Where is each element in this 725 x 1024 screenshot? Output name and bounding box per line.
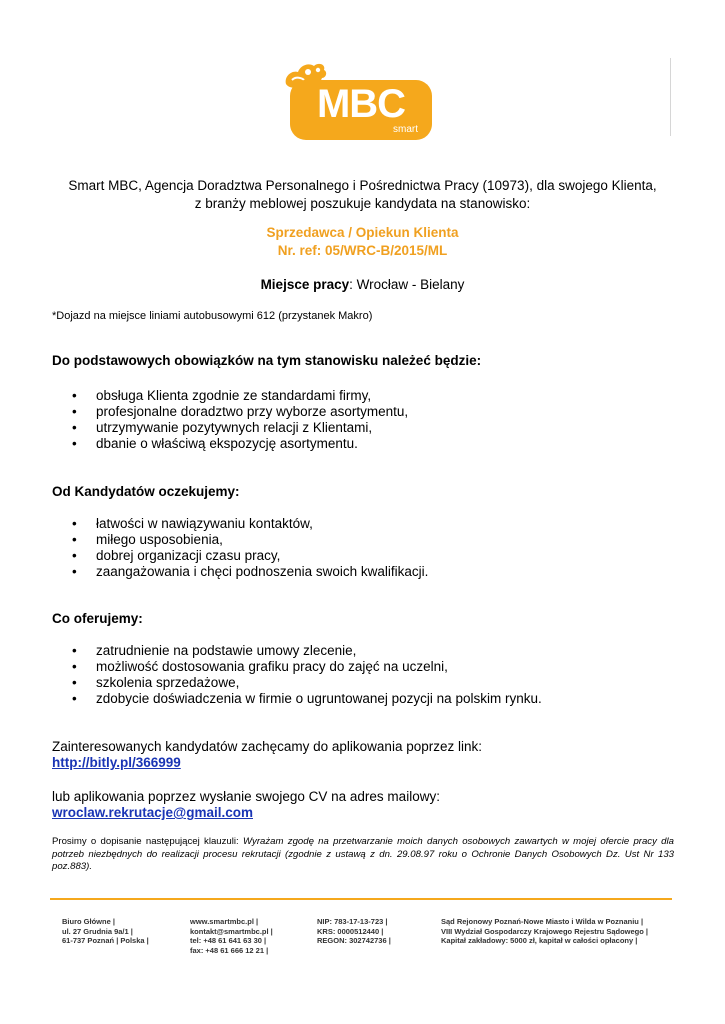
bullet-icon: • (72, 643, 77, 658)
commute-note: *Dojazd na miejsce liniami autobusowymi 612 (przystanek Makro) (52, 310, 373, 322)
expectations-list (72, 516, 428, 580)
apply-email-link[interactable]: wroclaw.rekrutacje@gmail.com (52, 805, 253, 820)
bullet-icon: • (72, 436, 77, 451)
list-item: • miłego usposobienia, (72, 532, 223, 547)
logo-main-text: MBC (316, 82, 406, 126)
bullet-icon: • (72, 516, 77, 531)
list-item: • możliwość dostosowania grafiku pracy do zajęć na uczelni, (72, 659, 448, 674)
offer-heading: Co oferujemy: (52, 611, 143, 626)
company-logo (278, 58, 436, 140)
bullet-icon: • (72, 675, 77, 690)
gdpr-clause (52, 836, 674, 874)
list-item: • obsługa Klienta zgodnie ze standardami firmy, (72, 388, 372, 403)
bullet-icon: • (72, 420, 77, 435)
intro-text (40, 177, 685, 213)
list-item: • zaangażowania i chęci podnoszenia swoich kwalifikacji. (72, 564, 429, 579)
clause-intro: Prosimy o dopisanie następującej klauzuli: (52, 836, 243, 847)
list-item: • dbanie o właściwą ekspozycję asortymentu. (72, 436, 358, 451)
bullet-icon: • (72, 564, 77, 579)
footer-address: Biuro Główne | ul. 27 Grudnia 9a/1 | 61-737 Poznań | Polska | (62, 917, 149, 945)
clause-text: Wyrażam zgodę na przetwarzanie moich danych osobowych zawartych w mojej ofercie pracy dla potrzeb niezbędnych do realizacji procesu rekrutacji (zgodnie z ustawą z dn. 29.08.97 roku o Ochronie Danych Osobowych Dz. Ust Nr 133 poz.883). (52, 836, 674, 872)
footer-registry: NIP: 783-17-13-723 | KRS: 0000512440 | REGON: 302742736 | (317, 917, 391, 945)
job-location (40, 276, 685, 294)
logo-badge (290, 80, 432, 140)
job-ref: Nr. ref: 05/WRC-B/2015/ML (277, 243, 448, 258)
location-label: Miejsce pracy (260, 277, 350, 292)
list-item: • zdobycie doświadczenia w firmie o ugruntowanej pozycji na polskim rynku. (72, 691, 542, 706)
list-item: • profesjonalne doradztwo przy wyborze asortymentu, (72, 404, 409, 419)
job-title-block (40, 224, 685, 260)
list-item: • dobrej organizacji czasu pracy, (72, 548, 281, 563)
apply-mail-block (52, 789, 440, 821)
apply-mail-text: lub aplikowania poprzez wysłanie swojego CV na adres mailowy: (52, 789, 440, 804)
bullet-icon: • (72, 659, 77, 674)
location-value: : Wrocław - Bielany (349, 277, 465, 292)
intro-line-1: Smart MBC, Agencja Doradztwa Personalnego i Pośrednictwa Pracy (10973), dla swojego Klienta, (68, 178, 657, 193)
list-item: • łatwości w nawiązywaniu kontaktów, (72, 516, 313, 531)
list-item: • szkolenia sprzedażowe, (72, 675, 240, 690)
footer-contact: www.smartmbc.pl | kontakt@smartmbc.pl | tel: +48 61 641 63 30 | fax: +48 61 666 12 21 | (190, 917, 273, 955)
expectations-heading: Od Kandydatów oczekujemy: (52, 484, 240, 499)
bullet-icon: • (72, 691, 77, 706)
list-item: • zatrudnienie na podstawie umowy zlecenie, (72, 643, 357, 658)
offer-list (72, 643, 542, 707)
intro-line-2: z branży meblowej poszukuje kandydata na stanowisko: (194, 196, 531, 211)
duties-list (72, 388, 408, 452)
logo-sub-text: smart (393, 124, 418, 135)
apply-link-block (52, 739, 482, 771)
apply-link[interactable]: http://bitly.pl/366999 (52, 755, 181, 770)
bullet-icon: • (72, 548, 77, 563)
footer-court: Sąd Rejonowy Poznań-Nowe Miasto i Wilda w Poznaniu | VIII Wydział Gospodarczy Krajowego Rejestru Sądowego | Kapitał zakładowy: 5000 zł, kapitał w całości opłacony | (441, 917, 649, 945)
footer-divider (50, 898, 672, 900)
bullet-icon: • (72, 404, 77, 419)
job-title: Sprzedawca / Opiekun Klienta (266, 225, 459, 240)
duties-heading: Do podstawowych obowiązków na tym stanowisku należeć będzie: (52, 353, 482, 368)
header-divider (670, 58, 671, 136)
bullet-icon: • (72, 532, 77, 547)
list-item: • utrzymywanie pozytywnych relacji z Klientami, (72, 420, 373, 435)
apply-text: Zainteresowanych kandydatów zachęcamy do aplikowania poprzez link: (52, 739, 482, 754)
bullet-icon: • (72, 388, 77, 403)
